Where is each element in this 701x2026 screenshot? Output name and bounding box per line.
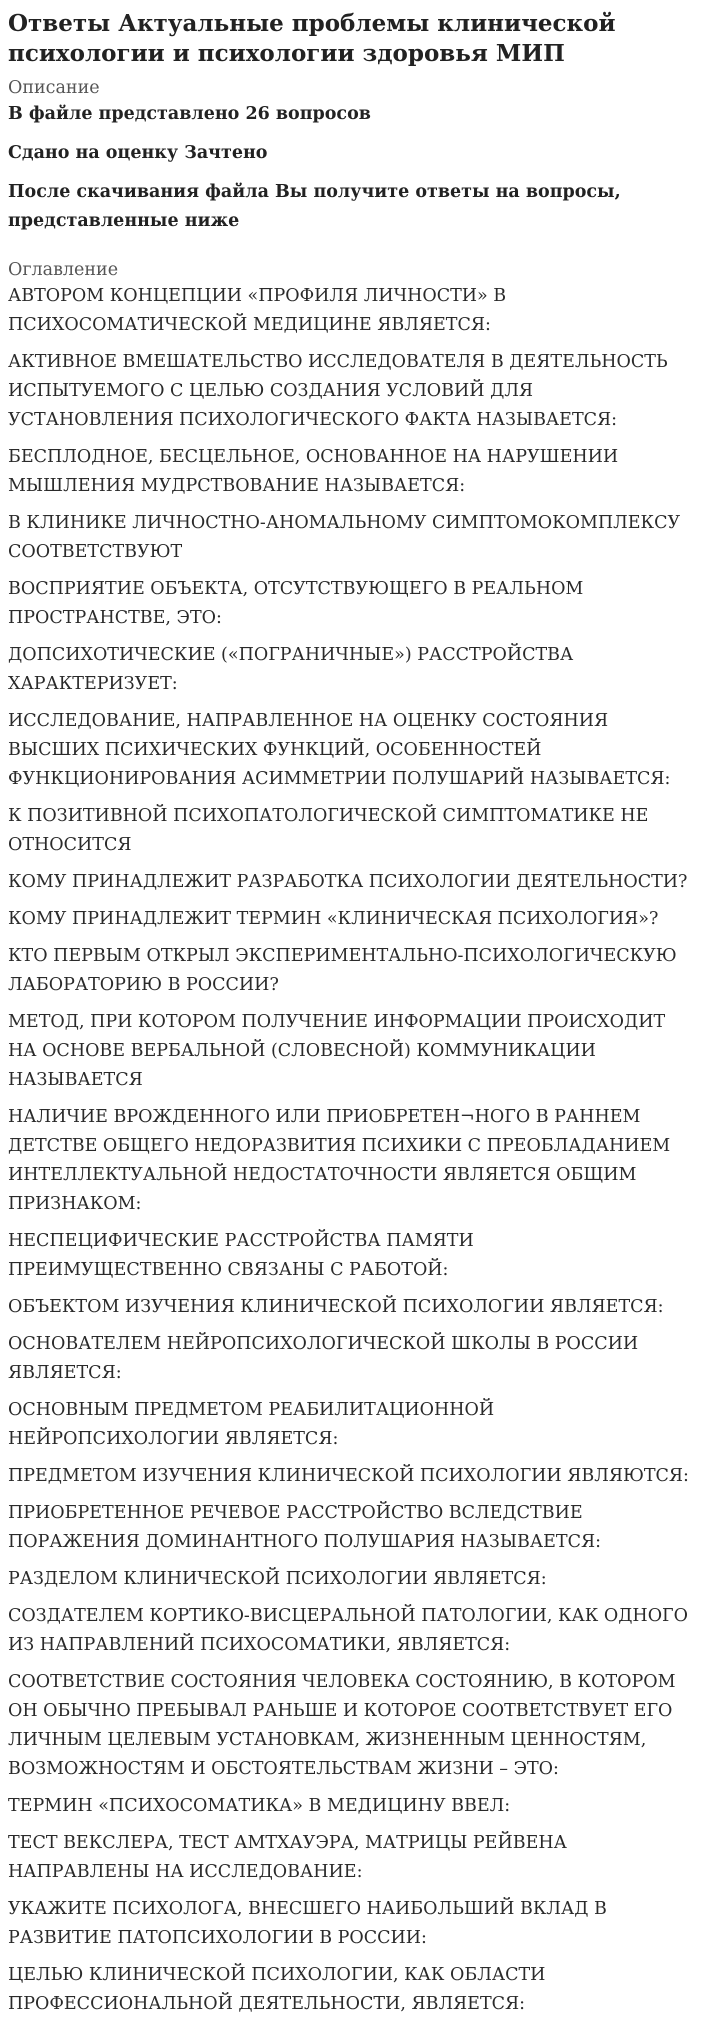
- toc-item: ЦЕЛЬЮ КЛИНИЧЕСКОЙ ПСИХОЛОГИИ, КАК ОБЛАСТИ ПРОФЕССИОНАЛЬНОЙ ДЕЯТЕЛЬНОСТИ, ЯВЛЯЕТСЯ:: [8, 1965, 546, 2014]
- toc-heading: Оглавление: [8, 260, 119, 280]
- grade-text: Сдано на оценку Зачтено: [8, 143, 268, 163]
- toc-item: К ПОЗИТИВНОЙ ПСИХОПАТОЛОГИЧЕСКОЙ СИМПТОМАТИКЕ НЕ ОТНОСИТСЯ: [8, 806, 649, 855]
- toc-item: ПРИОБРЕТЕННОЕ РЕЧЕВОЕ РАССТРОЙСТВО ВСЛЕДСТВИЕ ПОРАЖЕНИЯ ДОМИНАНТНОГО ПОЛУШАРИЯ НАЗЫВАЕТСЯ:: [8, 1503, 602, 1552]
- after-download-text: После скачивания файла Вы получите ответы на вопросы, представленные ниже: [8, 182, 621, 231]
- toc-list: [8, 282, 693, 2019]
- toc-item: АКТИВНОЕ ВМЕШАТЕЛЬСТВО ИССЛЕДОВАТЕЛЯ В ДЕЯТЕЛЬНОСТЬ ИСПЫТУЕМОГО С ЦЕЛЬЮ СОЗДАНИЯ УСЛОВИЙ ДЛЯ УСТАНОВЛЕНИЯ ПСИХОЛОГИЧЕСКОГО ФАКТА НАЗЫВАЕТСЯ:: [8, 352, 668, 430]
- toc-item: ТЕСТ ВЕКСЛЕРА, ТЕСТ АМТХАУЭРА, МАТРИЦЫ РЕЙВЕНА НАПРАВЛЕНЫ НА ИССЛЕДОВАНИЕ:: [8, 1833, 567, 1882]
- toc-item: УКАЖИТЕ ПСИХОЛОГА, ВНЕСШЕГО НАИБОЛЬШИЙ ВКЛАД В РАЗВИТИЕ ПАТОПСИХОЛОГИИ В РОССИИ:: [8, 1899, 607, 1948]
- toc-item: РАЗДЕЛОМ КЛИНИЧЕСКОЙ ПСИХОЛОГИИ ЯВЛЯЕТСЯ:: [8, 1569, 547, 1589]
- toc-item: АВТОРОМ КОНЦЕПЦИИ «ПРОФИЛЯ ЛИЧНОСТИ» В ПСИХОСОМАТИЧЕСКОЙ МЕДИЦИНЕ ЯВЛЯЕТСЯ:: [8, 286, 507, 335]
- toc-item: БЕСПЛОДНОЕ, БЕСЦЕЛЬНОЕ, ОСНОВАННОЕ НА НАРУШЕНИИ МЫШЛЕНИЯ МУДРСТВОВАНИЕ НАЗЫВАЕТСЯ:: [8, 447, 619, 496]
- toc-item: НАЛИЧИЕ ВРОЖДЕННОГО ИЛИ ПРИОБРЕТЕН¬НОГО В РАННЕМ ДЕТСТВЕ ОБЩЕГО НЕДОРАЗВИТИЯ ПСИХИКИ С ПРЕОБЛАДАНИЕМ ИНТЕЛЛЕКТУАЛЬНОЙ НЕДОСТАТОЧНОСТИ ЯВЛЯЕТСЯ ОБЩИМ ПРИЗНАКОМ:: [8, 1107, 671, 1214]
- toc-item: СООТВЕТСТВИЕ СОСТОЯНИЯ ЧЕЛОВЕКА СОСТОЯНИЮ, В КОТОРОМ ОН ОБЫЧНО ПРЕБЫВАЛ РАНЬШЕ И КОТОРОЕ СООТВЕТСТВУЕТ ЕГО ЛИЧНЫМ ЦЕЛЕВЫМ УСТАНОВКАМ, ЖИЗНЕННЫМ ЦЕННОСТЯМ, ВОЗМОЖНОСТЯМ И ОБСТОЯТЕЛЬСТВАМ ЖИЗНИ – ЭТО:: [8, 1672, 676, 1779]
- toc-item: КОМУ ПРИНАДЛЕЖИТ ТЕРМИН «КЛИНИЧЕСКАЯ ПСИХОЛОГИЯ»?: [8, 909, 659, 929]
- toc-item: НЕСПЕЦИФИЧЕСКИЕ РАССТРОЙСТВА ПАМЯТИ ПРЕИМУЩЕСТВЕННО СВЯЗАНЫ С РАБОТОЙ:: [8, 1231, 474, 1280]
- toc-item: КОМУ ПРИНАДЛЕЖИТ РАЗРАБОТКА ПСИХОЛОГИИ ДЕЯТЕЛЬНОСТИ?: [8, 872, 688, 892]
- toc-item: ОБЪЕКТОМ ИЗУЧЕНИЯ КЛИНИЧЕСКОЙ ПСИХОЛОГИИ ЯВЛЯЕТСЯ:: [8, 1297, 664, 1317]
- toc-item: СОЗДАТЕЛЕМ КОРТИКО-ВИСЦЕРАЛЬНОЙ ПАТОЛОГИИ, КАК ОДНОГО ИЗ НАПРАВЛЕНИЙ ПСИХОСОМАТИКИ, ЯВЛЯЕТСЯ:: [8, 1606, 688, 1655]
- toc-item: ДОПСИХОТИЧЕСКИЕ («ПОГРАНИЧНЫЕ») РАССТРОЙСТВА ХАРАКТЕРИЗУЕТ:: [8, 645, 574, 694]
- toc-item: ОСНОВНЫМ ПРЕДМЕТОМ РЕАБИЛИТАЦИОННОЙ НЕЙРОПСИХОЛОГИИ ЯВЛЯЕТСЯ:: [8, 1400, 495, 1449]
- toc-item: МЕТОД, ПРИ КОТОРОМ ПОЛУЧЕНИЕ ИНФОРМАЦИИ ПРОИСХОДИТ НА ОСНОВЕ ВЕРБАЛЬНОЙ (СЛОВЕСНОЙ) КОММУНИКАЦИИ НАЗЫВАЕТСЯ: [8, 1012, 666, 1090]
- toc-item: КТО ПЕРВЫМ ОТКРЫЛ ЭКСПЕРИМЕНТАЛЬНО-ПСИХОЛОГИЧЕСКУЮ ЛАБОРАТОРИЮ В РОССИИ?: [8, 946, 677, 995]
- toc-item: ВОСПРИЯТИЕ ОБЪЕКТА, ОТСУТСТВУЮЩЕГО В РЕАЛЬНОМ ПРОСТРАНСТВЕ, ЭТО:: [8, 579, 584, 628]
- toc-item: ПРЕДМЕТОМ ИЗУЧЕНИЯ КЛИНИЧЕСКОЙ ПСИХОЛОГИИ ЯВЛЯЮТСЯ:: [8, 1466, 689, 1486]
- page-title: Ответы Актуальные проблемы клинической психологии и психологии здоровья МИП: [8, 10, 616, 67]
- description-heading: Описание: [8, 78, 100, 98]
- toc-item: В КЛИНИКЕ ЛИЧНОСТНО-АНОМАЛЬНОМУ СИМПТОМОКОМПЛЕКСУ СООТВЕТСТВУЮТ: [8, 513, 681, 562]
- toc-item: ИССЛЕДОВАНИЕ, НАПРАВЛЕННОЕ НА ОЦЕНКУ СОСТОЯНИЯ ВЫСШИХ ПСИХИЧЕСКИХ ФУНКЦИЙ, ОСОБЕННОСТЕЙ ФУНКЦИОНИРОВАНИЯ АСИММЕТРИИ ПОЛУШАРИЙ НАЗЫВАЕТСЯ:: [8, 711, 671, 789]
- toc-item: ТЕРМИН «ПСИХОСОМАТИКА» В МЕДИЦИНУ ВВЕЛ:: [8, 1796, 511, 1816]
- file-info-text: В файле представлено 26 вопросов: [8, 104, 371, 124]
- toc-item: ОСНОВАТЕЛЕМ НЕЙРОПСИХОЛОГИЧЕСКОЙ ШКОЛЫ В РОССИИ ЯВЛЯЕТСЯ:: [8, 1334, 639, 1383]
